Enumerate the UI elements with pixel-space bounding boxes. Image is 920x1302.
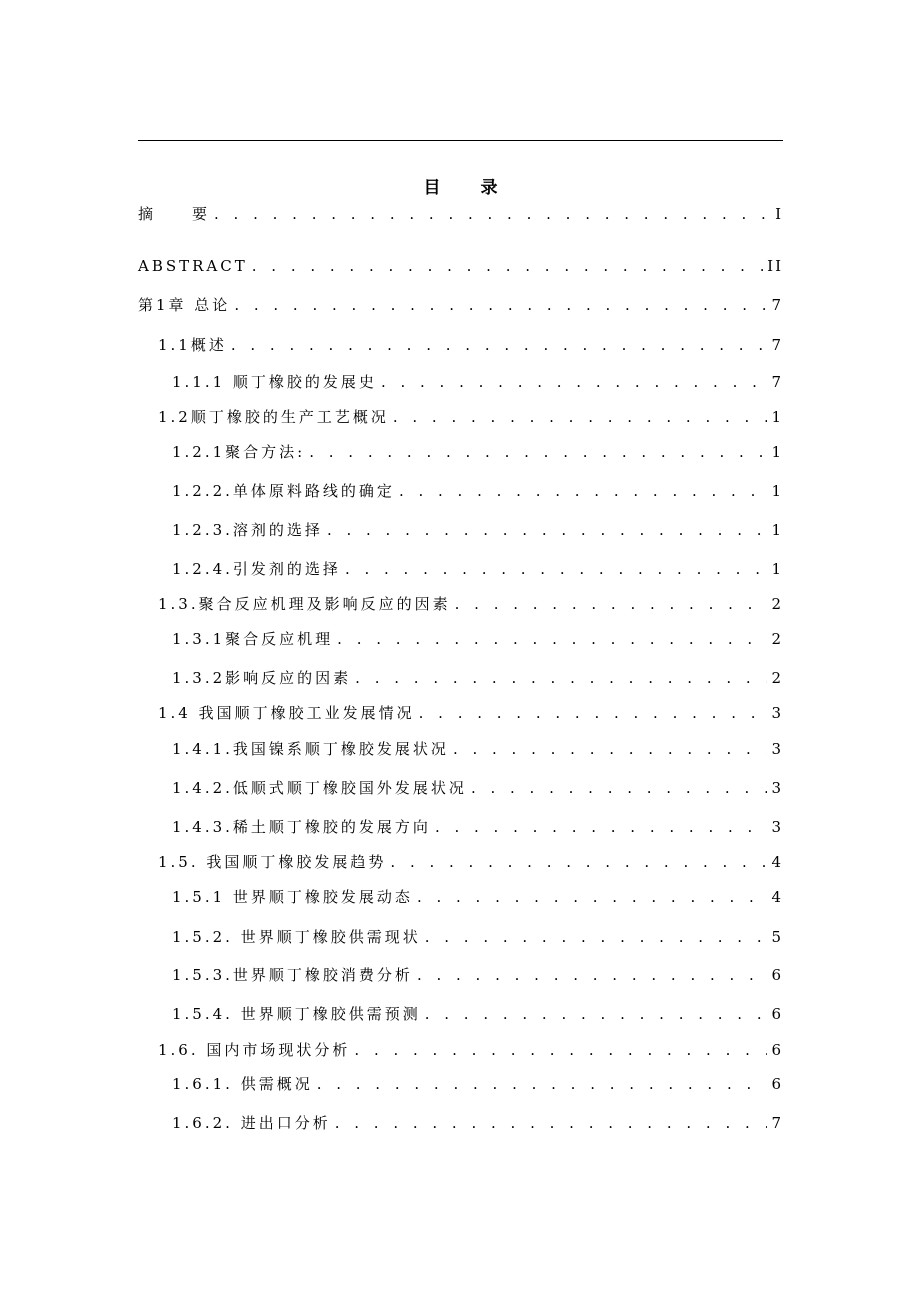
leader-dots — [234, 295, 767, 315]
toc-entry-page: 6 — [771, 1005, 783, 1023]
leader-dots — [355, 668, 767, 688]
leader-dots — [252, 256, 763, 276]
toc-entry-page: 4 — [771, 888, 783, 906]
toc-entry[interactable] — [172, 368, 783, 392]
toc-entry-label: 1.6.2. 进出口分析 — [172, 1114, 331, 1132]
toc-entry-page: II — [767, 257, 783, 275]
toc-entry[interactable] — [172, 516, 783, 540]
leader-dots — [231, 335, 768, 355]
toc-entry-label: ABSTRACT — [138, 257, 248, 275]
toc-entry-page: 1 — [771, 408, 783, 426]
toc-entry[interactable] — [172, 961, 783, 985]
leader-dots — [390, 852, 767, 872]
leader-dots — [435, 817, 768, 837]
toc-entry-page: 2 — [771, 595, 783, 613]
toc-entry-page: 2 — [771, 669, 783, 687]
toc-entry-page: 1 — [771, 482, 783, 500]
leader-dots — [335, 1113, 768, 1133]
leader-dots — [327, 520, 768, 540]
leader-dots — [381, 372, 768, 392]
leader-dots — [317, 1074, 768, 1094]
toc-entry[interactable] — [158, 848, 783, 872]
leader-dots — [425, 1004, 768, 1024]
toc-entry-page: 3 — [771, 740, 783, 758]
toc-entry-page: 3 — [771, 818, 783, 836]
toc-entry-label: 1.1概述 — [158, 336, 227, 354]
leader-dots — [417, 965, 768, 985]
toc-entry[interactable] — [172, 774, 783, 798]
leader-dots — [425, 927, 768, 947]
toc-entry-page: 6 — [771, 1041, 783, 1059]
leader-dots — [455, 594, 768, 614]
toc-entry-label: 1.3.2影响反应的因素 — [172, 669, 352, 687]
toc-entry-label: 1.2.3.溶剂的选择 — [172, 521, 323, 539]
toc-entry[interactable] — [172, 477, 783, 501]
leader-dots — [337, 629, 767, 649]
toc-entry[interactable] — [158, 331, 783, 355]
toc-entry[interactable] — [158, 403, 783, 427]
toc-entry-page: 1 — [771, 521, 783, 539]
toc-entry[interactable] — [172, 1109, 783, 1133]
toc-entry-label: 1.5. 我国顺丁橡胶发展趋势 — [158, 853, 387, 871]
toc-entry-page: 7 — [771, 336, 783, 354]
toc-entry-label: 1.2.1聚合方法: — [172, 443, 306, 461]
toc-title: 目录 — [423, 178, 538, 198]
toc-entry-page: 5 — [771, 928, 783, 946]
toc-entry-page: 7 — [771, 373, 783, 391]
toc-entry[interactable] — [172, 1000, 783, 1024]
toc-entry[interactable] — [172, 923, 783, 947]
toc-entry[interactable] — [138, 252, 783, 276]
toc-entry[interactable] — [172, 813, 783, 837]
toc-entry[interactable] — [138, 200, 783, 224]
toc-entry-label: 1.5.1 世界顺丁橡胶发展动态 — [172, 888, 413, 906]
toc-entry-label: 1.4 我国顺丁橡胶工业发展情况 — [158, 704, 415, 722]
leader-dots — [419, 703, 768, 723]
toc-entry[interactable] — [172, 883, 783, 907]
toc-entry[interactable] — [158, 699, 783, 723]
toc-entry-label: 1.2.2.单体原料路线的确定 — [172, 482, 395, 500]
toc-entry-label: 1.4.3.稀土顺丁橡胶的发展方向 — [172, 818, 431, 836]
toc-entry-label: 1.2顺丁橡胶的生产工艺概况 — [158, 408, 389, 426]
toc-entry-page: 7 — [771, 1114, 783, 1132]
toc-entry-page: 1 — [771, 443, 783, 461]
toc-entry-page: 6 — [771, 966, 783, 984]
toc-entry-label: 摘 要 — [138, 205, 211, 223]
leader-dots — [345, 559, 768, 579]
leader-dots — [393, 407, 768, 427]
toc-entry-label: 1.1.1 顺丁橡胶的发展史 — [172, 373, 377, 391]
toc-entry-label: 1.5.4. 世界顺丁橡胶供需预测 — [172, 1005, 421, 1023]
toc-entry-label: 1.6.1. 供需概况 — [172, 1075, 313, 1093]
toc-entry-label: 1.2.4.引发剂的选择 — [172, 560, 341, 578]
header-rule — [138, 140, 783, 141]
toc-entry[interactable] — [172, 555, 783, 579]
toc-entry-page: 3 — [771, 779, 783, 797]
toc-entry[interactable] — [172, 438, 783, 462]
leader-dots — [354, 1040, 767, 1060]
toc-entry-page: 3 — [771, 704, 783, 722]
toc-entry-page: 1 — [771, 560, 783, 578]
toc-entry-page: 7 — [771, 296, 783, 314]
toc-entry-label: 第1章 总论 — [138, 296, 231, 314]
toc-entry-label: 1.5.2. 世界顺丁橡胶供需现状 — [172, 928, 421, 946]
toc-entry-page: 4 — [771, 853, 783, 871]
toc-entry[interactable] — [172, 664, 783, 688]
toc-entry[interactable] — [138, 291, 783, 315]
toc-entry-label: 1.6. 国内市场现状分析 — [158, 1041, 351, 1059]
toc-entry-label: 1.4.2.低顺式顺丁橡胶国外发展状况 — [172, 779, 467, 797]
toc-entry-label: 1.3.1聚合反应机理 — [172, 630, 334, 648]
toc-entry[interactable] — [172, 1070, 783, 1094]
leader-dots — [417, 887, 768, 907]
leader-dots — [309, 442, 767, 462]
toc-entry-page: 2 — [771, 630, 783, 648]
toc-entry-page: I — [775, 205, 783, 223]
toc-entry[interactable] — [172, 625, 783, 649]
toc-entry-page: 6 — [771, 1075, 783, 1093]
toc-entry[interactable] — [158, 1036, 783, 1060]
toc-entry-label: 1.3.聚合反应机理及影响反应的因素 — [158, 595, 451, 613]
toc-entry[interactable] — [172, 735, 783, 759]
toc-entry-label: 1.5.3.世界顺丁橡胶消费分析 — [172, 966, 413, 984]
leader-dots — [453, 739, 768, 759]
toc-entry[interactable] — [158, 590, 783, 614]
toc-entry-label: 1.4.1.我国镍系顺丁橡胶发展状况 — [172, 740, 449, 758]
leader-dots — [214, 204, 771, 224]
leader-dots — [471, 778, 768, 798]
leader-dots — [399, 481, 768, 501]
